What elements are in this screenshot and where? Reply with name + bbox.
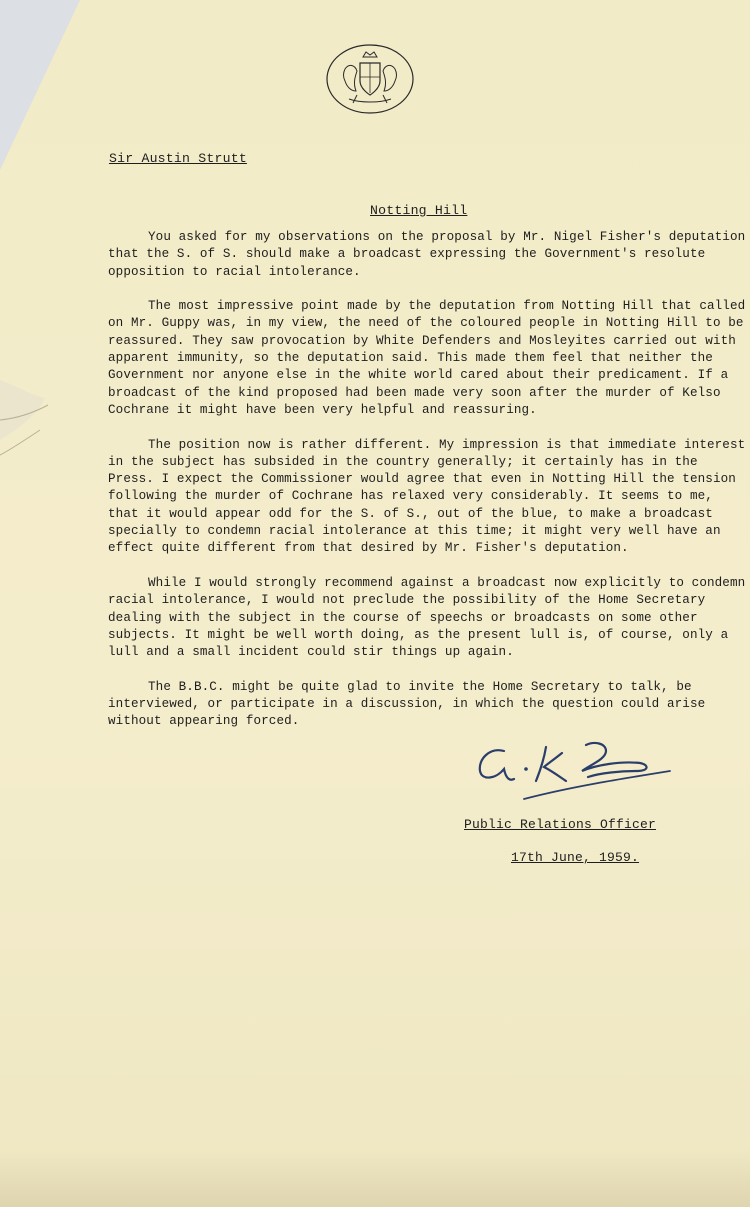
paragraph-1: You asked for my observations on the proposal by Mr. Nigel Fisher's deputation that the S. of S. should make a broadcast expressing the Government's resolute opposition to racial intolerance. — [108, 230, 746, 279]
memo-body — [108, 229, 748, 748]
handwritten-signature — [470, 735, 680, 805]
paragraph-4: While I would strongly recommend against a broadcast now explicitly to condemn racial intolerance, I would not preclude the possibility of the Home Secretary dealing with the subject in the course of speechs or broadcasts on some other subjects. It might be well worth doing, as the present lull is, of course, only a lull and a small incident could stir things up again. — [108, 575, 746, 660]
paragraph-5: The B.B.C. might be quite glad to invite the Home Secretary to talk, be interviewed, or participate in a discussion, in which the question could arise without appearing forced. — [108, 679, 706, 729]
addressee-line: Sir Austin Strutt — [109, 151, 247, 166]
signatory-title: Public Relations Officer — [464, 817, 657, 832]
paragraph-3: The position now is rather different. My impression is that immediate interest in the subject has subsided in the country generally; it certainly has in the Press. I expect the Commissioner would agree that even in Notting Hill the tension following the murder of Cochrane has relaxed very considerably. It seems to me, that it would appear odd for the S. of S., out of the blue, to make a broadcast specially to condemn racial intolerance at this time; it might very well have an effect quite different from that desired by Mr. Fisher's deputation. — [108, 437, 746, 556]
memo-date: 17th June, 1959. — [511, 850, 640, 865]
paragraph-2: The most impressive point made by the deputation from Notting Hill that called on Mr. Guppy was, in my view, the need of the coloured people in Notting Hill to be reassured. They saw provocation by White Defenders and Mosleyites carried out with apparent immunity, so the deputation said. This made them feel that neither the Government nor anyone else in the white world cared about their predicament. If a broadcast of the kind proposed had been made very soon after the murder of Kelso Cochrane it might have been very helpful and reassuring. — [108, 299, 746, 417]
paper-bottom-shading — [0, 1150, 750, 1207]
royal-crest-icon — [325, 43, 415, 115]
subject-heading: Notting Hill — [370, 203, 468, 218]
